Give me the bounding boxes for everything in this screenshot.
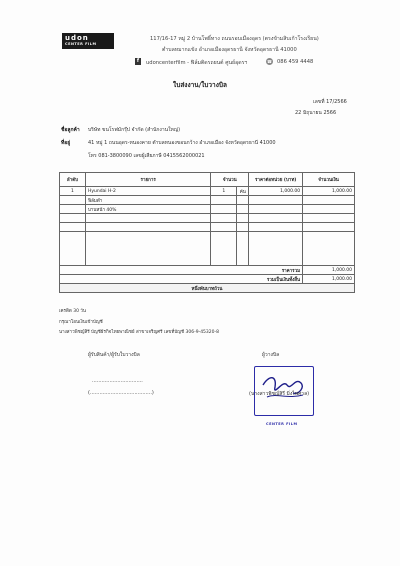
company-logo	[62, 33, 114, 49]
words-row	[60, 284, 355, 293]
header-item: รายการ	[85, 173, 210, 187]
table-row	[60, 232, 355, 266]
document-date: 22 มิถุนายน 2566	[295, 110, 337, 116]
logo-subtext: CENTER FILM	[65, 42, 97, 46]
row-cell	[237, 205, 249, 214]
row-cell	[249, 223, 303, 232]
row-cell	[303, 223, 355, 232]
row-cell	[85, 214, 210, 223]
header-index: ลำดับ	[60, 173, 86, 187]
customer-address-label: ที่อยู่	[61, 140, 71, 146]
row-cell	[303, 205, 355, 214]
table-row	[60, 196, 355, 205]
row-cell	[211, 223, 237, 232]
row-cell: 1,000.00	[303, 187, 355, 196]
customer-contact: โทร 081-3800090 เลขผู้เสียภาษี 0415562000021	[88, 153, 205, 159]
transfer-title: กรุณาโอนเงินเข้าบัญชี	[59, 320, 103, 325]
row-cell	[211, 205, 237, 214]
table-row	[60, 223, 355, 232]
header-unit-price: ราคาต่อหน่วย (บาท)	[249, 173, 303, 187]
bank-details: นางสาวพิชญ์สิรี บัญชีธีรกิจไทยพาณิชย์ สาขาเจริญศรี เลขที่บัญชี 306-9-45320-8	[59, 330, 219, 335]
table-header-row	[60, 173, 355, 187]
receiver-signature-label: ผู้รับสินค้า/ผู้รับใบวางบิล	[88, 352, 140, 358]
total-in-words: หนึ่งพันบาทถ้วน	[60, 284, 355, 293]
customer-name: บริษัท ขนโรฟมักรุ๊ป จำกัด (สำนักงานใหญ่)	[88, 127, 181, 133]
row-cell: คัน	[237, 187, 249, 196]
row-cell: 1,000.00	[249, 187, 303, 196]
table-row	[60, 187, 355, 196]
row-cell	[303, 196, 355, 205]
row-cell	[60, 214, 86, 223]
row-cell: Hyundai H-2	[85, 187, 210, 196]
row-cell: 1	[211, 187, 237, 196]
subtotal-value: 1,000.00	[303, 266, 355, 275]
header-qty: จำนวน	[211, 173, 249, 187]
customer-name-label: ชื่อลูกค้า	[61, 127, 80, 133]
row-cell	[249, 214, 303, 223]
row-cell: 1	[60, 187, 86, 196]
company-address-line1: 117/16-17 หมู่ 2 บ้านโพธิ์ทาง ถนนรอบเมืองอุดร (ตรงข้ามสิบเก้าโรงเรียน)	[150, 36, 319, 42]
row-cell	[237, 223, 249, 232]
total-value: 1,000.00	[303, 275, 355, 284]
row-cell	[60, 196, 86, 205]
row-cell	[211, 196, 237, 205]
row-cell	[60, 205, 86, 214]
credit-terms: เครดิต 30 วัน	[59, 309, 86, 314]
company-facebook: udoncenterfilm - ฟิล์มติดรถยนต์ ศูนย์อุดรฯ	[146, 60, 248, 66]
document-title: ใบส่งงาน/ใบวางบิล	[173, 81, 227, 89]
customer-address: 41 หมู่ 1 ถนนอุดร-หนองคาย ตำบลหนองขอนกว้าง อำเภอเมือง จังหวัดอุดรธานี 41000	[88, 140, 276, 146]
company-phone: 086 459 4448	[277, 59, 314, 65]
subtotal-row	[60, 266, 355, 275]
table-row	[60, 205, 355, 214]
row-cell: บานหน้า 40%	[85, 205, 210, 214]
row-cell	[85, 223, 210, 232]
logo-text: udon	[65, 34, 89, 42]
row-cell	[211, 214, 237, 223]
issuer-name: (นางสาวพิชญ์สิรี มิ่งไพศาล)	[249, 391, 310, 397]
document-number: เลขที่ 17/2566	[313, 99, 347, 105]
total-row	[60, 275, 355, 284]
row-cell	[303, 214, 355, 223]
facebook-icon: f	[136, 58, 140, 64]
table-row	[60, 214, 355, 223]
row-cell	[249, 205, 303, 214]
company-address-line2: ตำบลหมากแข้ง อำเภอเมืองอุดรธานี จังหวัดอุดรธานี 41000	[162, 47, 297, 53]
row-cell	[249, 196, 303, 205]
row-cell	[237, 214, 249, 223]
issuer-signature-label: ผู้วางบิล	[262, 352, 280, 358]
stamp-text: CENTER FILM	[266, 422, 298, 426]
receiver-name-line: (.......................................)	[88, 390, 154, 396]
header-amount: จำนวนเงิน	[303, 173, 355, 187]
row-cell: ฟิล์มดำ	[85, 196, 210, 205]
total-label: รวมเป็นเงินทั้งสิ้น	[60, 275, 303, 284]
subtotal-label: ราคารวม	[60, 266, 303, 275]
row-cell	[237, 196, 249, 205]
receiver-dotted-line: ................................	[92, 378, 143, 384]
row-cell	[60, 223, 86, 232]
items-table	[59, 172, 355, 293]
phone-icon: ☎	[267, 59, 272, 64]
